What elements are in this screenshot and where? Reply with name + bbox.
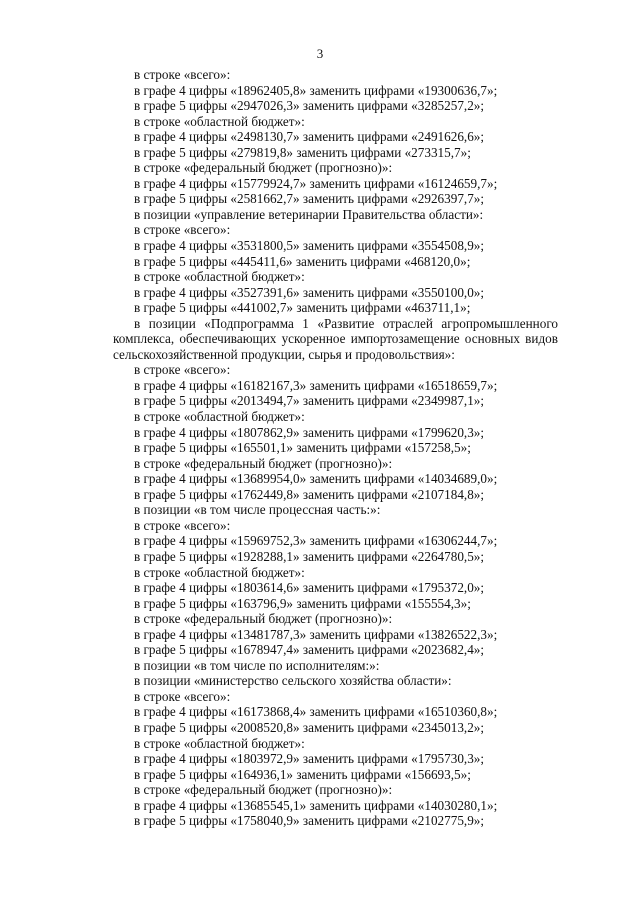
text-line: в графе 5 цифры «2947026,3» заменить цифрами «3285257,2»; bbox=[134, 98, 485, 114]
text-line: в графе 4 цифры «3527391,6» заменить цифрами «3550100,0»; bbox=[134, 284, 485, 300]
text-line: в позиции «министерство сельского хозяйства области»: bbox=[134, 673, 452, 689]
text-line: в позиции «управление ветеринарии Правительства области»: bbox=[134, 206, 484, 222]
text-line: в графе 5 цифры «1762449,8» заменить цифрами «2107184,8»; bbox=[134, 486, 485, 502]
text-line: в графе 5 цифры «165501,1» заменить цифрами «157258,5»; bbox=[134, 440, 471, 456]
text-line: в строке «всего»: bbox=[134, 688, 231, 704]
text-line: в графе 5 цифры «1758040,9» заменить цифрами «2102775,9»; bbox=[134, 813, 485, 829]
text-line: в графе 4 цифры «13685545,1» заменить цифрами «14030280,1»; bbox=[134, 797, 498, 813]
text-line: в графе 5 цифры «279819,8» заменить цифрами «273315,7»; bbox=[134, 144, 471, 160]
text-line: в строке «областной бюджет»: bbox=[134, 735, 305, 751]
text-line: в строке «федеральный бюджет (прогнозно)»: bbox=[134, 782, 393, 798]
text-line: в строке «федеральный бюджет (прогнозно)»: bbox=[134, 160, 393, 176]
text-line: в строке «областной бюджет»: bbox=[134, 564, 305, 580]
text-line: в графе 4 цифры «13481787,3» заменить цифрами «13826522,3»; bbox=[134, 626, 498, 642]
text-line: в графе 5 цифры «1678947,4» заменить цифрами «2023682,4»; bbox=[134, 642, 485, 658]
text-line: в графе 4 цифры «3531800,5» заменить цифрами «3554508,9»; bbox=[134, 238, 485, 254]
text-line: в графе 5 цифры «2008520,8» заменить цифрами «2345013,2»; bbox=[134, 719, 485, 735]
document-body bbox=[113, 67, 558, 829]
text-line: в графе 4 цифры «1807862,9» заменить цифрами «1799620,3»; bbox=[134, 424, 485, 440]
text-line: в строке «всего»: bbox=[134, 222, 231, 238]
text-line: в строке «всего»: bbox=[134, 67, 231, 82]
text-line: в графе 4 цифры «16173868,4» заменить цифрами «16510360,8»; bbox=[134, 704, 498, 720]
text-line: в графе 5 цифры «2581662,7» заменить цифрами «2926397,7»; bbox=[134, 191, 485, 207]
text-line: в графе 5 цифры «445411,6» заменить цифрами «468120,0»; bbox=[134, 253, 471, 269]
text-line: в графе 4 цифры «15969752,3» заменить цифрами «16306244,7»; bbox=[134, 533, 498, 549]
text-line: в графе 4 цифры «18962405,8» заменить цифрами «19300636,7»; bbox=[134, 82, 498, 98]
text-line: в строке «всего»: bbox=[134, 517, 231, 533]
text-line: в графе 4 цифры «1803972,9» заменить цифрами «1795730,3»; bbox=[134, 751, 485, 767]
subprogram-paragraph: в позиции «Подпрограмма 1 «Развитие отраслей агропромышленного комплекса, обеспечивающих ускоренное импортозамещение основных видов сельскохозяйственной продукции, сырья и продовольствия»: bbox=[113, 315, 558, 362]
text-line: в позиции «в том числе по исполнителям:»: bbox=[134, 657, 380, 673]
text-line: в строке «областной бюджет»: bbox=[134, 113, 305, 129]
text-line: в графе 5 цифры «164936,1» заменить цифрами «156693,5»; bbox=[134, 766, 471, 782]
text-line: в графе 5 цифры «2013494,7» заменить цифрами «2349987,1»; bbox=[134, 393, 485, 409]
text-line: в строке «федеральный бюджет (прогнозно)»: bbox=[134, 455, 393, 471]
text-line: в графе 5 цифры «163796,9» заменить цифрами «155554,3»; bbox=[134, 595, 471, 611]
text-line: в графе 4 цифры «2498130,7» заменить цифрами «2491626,6»; bbox=[134, 129, 485, 145]
text-line: в графе 5 цифры «441002,7» заменить цифрами «463711,1»; bbox=[134, 300, 471, 316]
text-line: в строке «всего»: bbox=[134, 362, 231, 378]
text-line: в строке «федеральный бюджет (прогнозно)»: bbox=[134, 611, 393, 627]
text-line: в графе 4 цифры «13689954,0» заменить цифрами «14034689,0»; bbox=[134, 471, 498, 487]
text-line: в строке «областной бюджет»: bbox=[134, 409, 305, 425]
text-line: в графе 4 цифры «15779924,7» заменить цифрами «16124659,7»; bbox=[134, 175, 498, 191]
text-line: в графе 4 цифры «1803614,6» заменить цифрами «1795372,0»; bbox=[134, 580, 485, 596]
text-line: в графе 4 цифры «16182167,3» заменить цифрами «16518659,7»; bbox=[134, 377, 498, 393]
page-number: 3 bbox=[316, 46, 324, 61]
text-line: в строке «областной бюджет»: bbox=[134, 269, 305, 285]
text-line: в графе 5 цифры «1928288,1» заменить цифрами «2264780,5»; bbox=[134, 548, 485, 564]
text-line: в позиции «в том числе процессная часть:»: bbox=[134, 502, 381, 518]
